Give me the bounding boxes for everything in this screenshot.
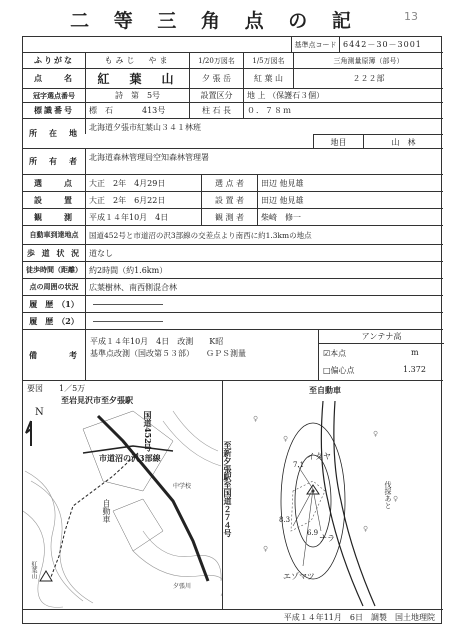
cut-area-label: 伐採あと <box>384 481 392 509</box>
mark-label: 標識番号 <box>34 105 74 115</box>
row-mark <box>23 103 443 119</box>
main-point-check[interactable]: ☑本点 <box>323 349 347 358</box>
footer <box>23 609 443 625</box>
obs-book-label: 三角測量原簿（部号） <box>293 53 443 68</box>
walk-value: 道なし <box>85 245 443 261</box>
furigana-reading: もみじ やま <box>85 53 189 68</box>
ref-code-value: 6442－30－3001 <box>339 37 443 52</box>
sketch-label-top: 至自動車 <box>309 385 341 395</box>
select-date: 大正 2年 4月29日 <box>85 175 201 191</box>
map-heading: 要図 1／5万 <box>27 384 86 393</box>
ref-code-label: 基準点コード <box>291 37 339 52</box>
obs-book: ２２２部 <box>293 69 443 88</box>
footer-date: 平成１４年11月 6日 <box>283 613 363 622</box>
north-arrow-icon <box>26 421 31 446</box>
tree-label-ezomatsu: エゾマツ <box>283 572 315 581</box>
row-walk <box>23 245 443 262</box>
record-sheet <box>22 36 442 624</box>
svg-text:♀: ♀ <box>253 415 259 423</box>
select-label: 選 点 <box>34 177 74 188</box>
category-label: 地目 <box>313 134 363 149</box>
walk-time-value: 約2時間（約1.6km） <box>85 262 443 278</box>
eccentric-point-check[interactable]: □偏心点 <box>323 366 355 375</box>
install-label: 設 置 <box>34 194 74 205</box>
row-furigana <box>23 53 443 69</box>
row-install <box>23 192 443 209</box>
category-value: 山 林 <box>363 134 443 149</box>
install-person: 田辺 他見雄 <box>257 192 443 208</box>
road-label-city: 市道沼の沢3部線 <box>99 453 161 463</box>
distance-2: 6.9 <box>307 529 319 537</box>
row-crown <box>23 89 443 103</box>
survey-person-label: 観 測 者 <box>201 209 257 225</box>
tree-label-nara: ナラ <box>319 534 335 543</box>
svg-text:♀: ♀ <box>363 525 369 533</box>
survey-person: 柴崎 修一 <box>257 209 443 225</box>
handwritten-number: 13 <box>404 10 418 23</box>
tree-label-itaya: イタヤ <box>307 452 331 461</box>
location-address: 北海道夕張市紅葉山３４１林班 <box>85 119 443 134</box>
crown-label: 冠字選点番号 <box>33 90 75 100</box>
antenna-box <box>318 330 443 381</box>
antenna-height-value: 1.372 <box>403 365 426 374</box>
setup-value: 地 上 （保護石３個） <box>243 89 443 102</box>
sketch-drawing <box>223 381 443 609</box>
walk-time-label: 徒歩時間（距離） <box>26 265 82 274</box>
row-history2 <box>23 313 443 330</box>
antenna-label: アンテナ高 <box>319 330 444 344</box>
svg-text:♀: ♀ <box>393 495 399 503</box>
footer-action: 調製 <box>371 613 387 622</box>
locator-map <box>23 381 223 609</box>
survey-date: 平成１４年10月 4日 <box>85 209 201 225</box>
map20-label: 1/20万図名 <box>189 53 243 68</box>
map-section <box>23 381 443 625</box>
install-person-label: 設 置 者 <box>201 192 257 208</box>
point-name-label: 点 名 <box>34 73 74 83</box>
surround-label: 点の周囲の状況 <box>29 282 79 291</box>
main-unit: m <box>411 348 419 357</box>
svg-text:♀: ♀ <box>263 545 269 553</box>
install-date: 大正 2年 6月22日 <box>85 192 201 208</box>
location-label: 所 在 地 <box>29 128 79 138</box>
distance-1: 7.1 <box>293 461 305 469</box>
place-label-river: 夕張川 <box>173 583 192 590</box>
map5-label: 1/5万図名 <box>243 53 293 68</box>
select-person-label: 選 点 者 <box>201 175 257 191</box>
svg-text:♀: ♀ <box>373 430 379 438</box>
history2-label: 履 歴 （2） <box>29 315 79 326</box>
remarks-line2: 基準点改測（国改第５３部） ＧＰＳ測量 <box>90 349 246 358</box>
distance-3: 8.3 <box>279 516 291 524</box>
access-route <box>51 453 138 577</box>
height-value: ０．７８ｍ <box>243 103 443 118</box>
row-survey <box>23 209 443 226</box>
walk-label: 歩 道 状 況 <box>26 247 82 258</box>
row-access <box>23 226 443 245</box>
map20-name: 夕 張 岳 <box>189 69 243 88</box>
svg-text:♀: ♀ <box>283 435 289 443</box>
footer-org: 国土地理院 <box>395 613 435 622</box>
place-label-peak: 紅葉山 <box>30 561 37 579</box>
mark-kind: 標 石 <box>85 103 139 118</box>
access-value: 国道452号と市道沼の沢3部線の交差点より南西に約1.3kmの地点 <box>85 226 443 244</box>
row-point-name <box>23 69 443 89</box>
crown-value: 詩 第 5号 <box>85 89 189 102</box>
triangulation-point-icon <box>40 571 52 581</box>
setup-label: 設置区分 <box>189 89 243 102</box>
row-surround <box>23 279 443 296</box>
row-remarks <box>23 330 443 381</box>
owner-name: 北海道森林管理局空知森林管理署 <box>85 149 443 174</box>
remarks-label: 備 考 <box>29 349 79 360</box>
remarks-line1: 平成１４年10月 4日 改測 K昭 <box>90 337 224 346</box>
furigana-label: ふりがな <box>34 55 74 65</box>
row-history1 <box>23 296 443 313</box>
owner-label: 所 有 者 <box>29 156 79 166</box>
point-name: 紅 葉 山 <box>85 69 189 88</box>
remarks-text <box>85 330 318 381</box>
row-select <box>23 175 443 192</box>
map5-name: 紅 葉 山 <box>243 69 293 88</box>
north-label: N <box>35 407 44 418</box>
surround-value: 広葉樹林、南西側混合林 <box>85 279 443 295</box>
history2-value <box>85 313 443 329</box>
mark-number: 413号 <box>142 106 166 115</box>
sketch-label-vertical: 至新夕張駅至国道２７４号 <box>223 441 233 537</box>
row-walk-time <box>23 262 443 279</box>
select-person: 田辺 他見雄 <box>257 175 443 191</box>
city-road-line <box>83 446 173 453</box>
access-label: 自動車到達地点 <box>29 230 79 239</box>
place-label-school: 中学校 <box>173 483 192 490</box>
topo-map-drawing <box>23 381 222 609</box>
row-ref-code <box>23 37 443 53</box>
history1-value <box>85 296 443 312</box>
row-owner <box>23 149 443 175</box>
road-label-national: 国道452号 <box>143 411 153 452</box>
history1-label: 履 歴 （1） <box>29 298 79 309</box>
form-title: 二 等 三 角 点 の 記 <box>70 10 360 32</box>
survey-label: 観 測 <box>34 211 74 222</box>
road-label-car: 自動車 <box>102 499 111 523</box>
sketch-map <box>223 381 443 609</box>
height-label: 柱 石 長 <box>189 103 243 118</box>
map-caption: 至岩見沢市至夕張駅 <box>61 395 133 405</box>
row-location <box>23 119 443 149</box>
